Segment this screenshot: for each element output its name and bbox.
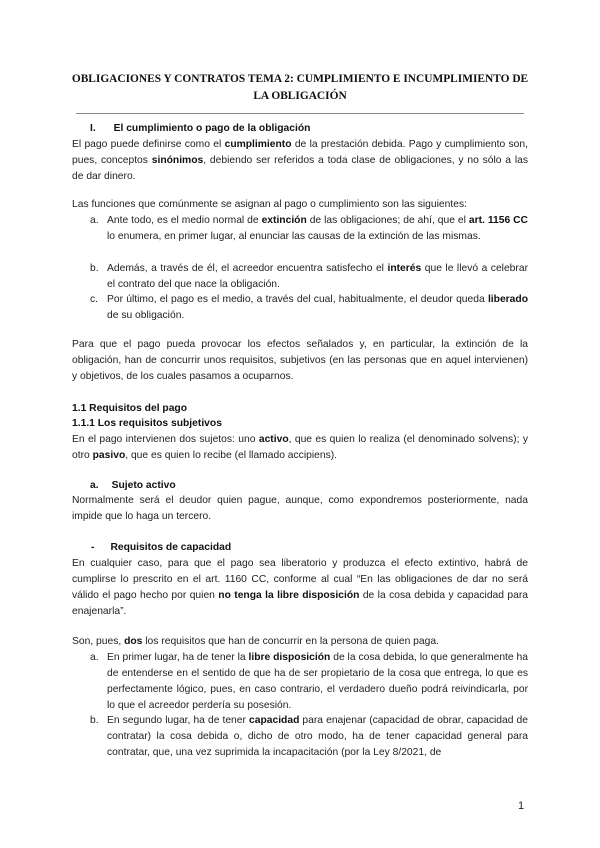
subsection-heading: 1.1 Requisitos del pago [72,403,188,414]
section-heading [72,121,528,137]
list-item-requisito-a: a. En primer lugar, ha de tener la libre disposición de la cosa debida, lo que generalmente ha de entenderse en el sentido de que ha de ser propietario de la cosa que entrega, lo que es perfectamente lógico, pues, en caso contrario, el verdadero dueño podrá reivindicarla, por lo que el acreedor perdería su posesión. [90,652,528,711]
heading-requisitos-capacidad: - Requisitos de capacidad [91,542,232,553]
list-item-requisito-b: b. En segundo lugar, ha de tener capacidad para enajenar (capacidad de obrar, capacidad de contratar) la cosa debida o, dicho de otro modo, ha de tener capacidad general para contratar, que, una vez suprimida la incapacitación (por la Ley 8/2021, de [90,715,528,758]
paragraph-sujeto-activo: Normalmente será el deudor quien pague, aunque, como expondremos posteriormente, nada impide que lo haga un tercero. [72,495,528,522]
paragraph-pago-definition: El pago puede definirse como el cumplimiento de la prestación debida. Pago y cumplimiento son, pues, conceptos sinónimos, debiendo ser referidos a toda clase de obligaciones, y no sólo a las de dar dinero. [72,139,528,182]
paragraph-dos-requisitos: Son, pues, dos los requisitos que han de concurrir en la persona de quien paga. [72,636,439,647]
page-number: 1 [518,800,525,812]
section-title: El cumplimiento o pago de la obligación [113,123,311,134]
list-item-function-a: a. Ante todo, es el medio normal de extinción de las obligaciones; de ahí, que el art. 1156 CC lo enumera, en primer lugar, al enunciar las causas de la extinción de las mismas. [90,215,528,242]
section-number: I. [90,123,96,134]
list-item-function-c: c. Por último, el pago es el medio, a través del cual, habitualmente, el deudor queda liberado de su obligación. [90,294,528,321]
paragraph-requisitos-intro: Para que el pago pueda provocar los efectos señalados y, en particular, la extinción de la obligación, han de concurrir unos requisitos, subjetivos (en las personas que en aquel intervienen) y objetivos, de los cuales pasamos a ocuparnos. [72,339,528,382]
subsubsection-heading: 1.1.1 Los requisitos subjetivos [72,418,222,429]
paragraph-functions-intro: Las funciones que comúnmente se asignan al pago o cumplimiento son las siguientes: [72,199,467,210]
title-divider [76,113,524,114]
paragraph-sujetos: En el pago intervienen dos sujetos: uno activo, que es quien lo realiza (el denominado solvens); y otro pasivo, que es quien lo recibe (el llamado accipiens). [72,434,528,461]
heading-sujeto-activo: a. Sujeto activo [90,480,176,491]
paragraph-art-1160: En cualquier caso, para que el pago sea liberatorio y produzca el efecto extintivo, habrá de cumplirse lo prescrito en el art. 1160 CC, conforme al cual “En las obligaciones de dar no será válido el pago hecho por quien no tenga la libre disposición de la cosa debida y capacidad para enajenarla”. [72,558,528,617]
document-title: OBLIGACIONES Y CONTRATOS TEMA 2: CUMPLIMIENTO E INCUMPLIMIENTO DE LA OBLIGACIÓN [71,73,529,102]
list-item-function-b: b. Además, a través de él, el acreedor encuentra satisfecho el interés que le llevó a celebrar el contrato del que nace la obligación. [90,263,528,290]
